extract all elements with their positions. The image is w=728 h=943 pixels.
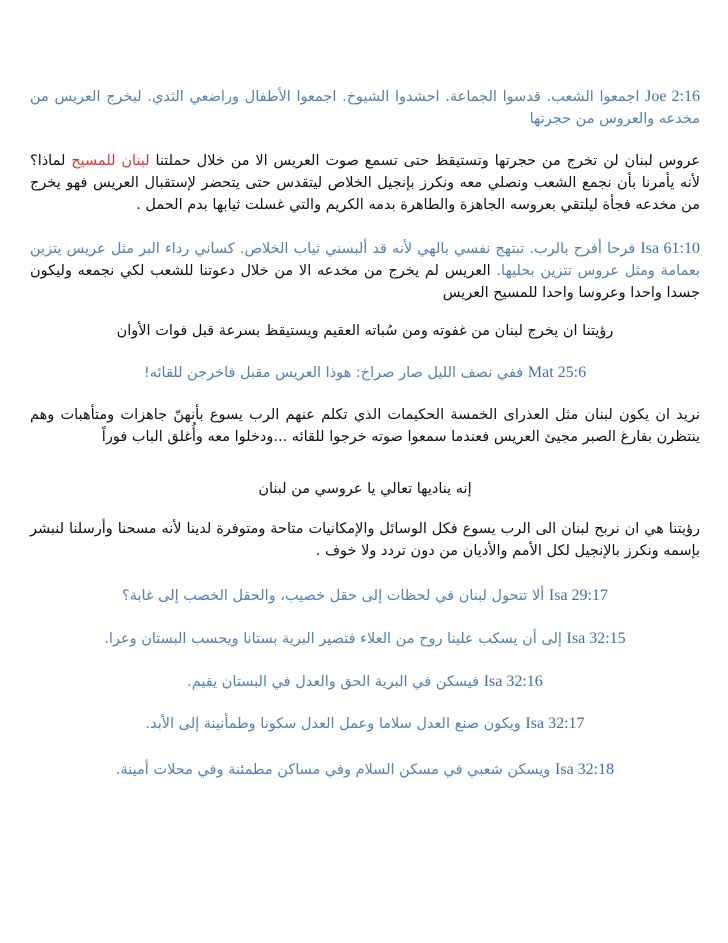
verse-text: إلى أن يسكب علينا روح من العلاء فتصير البرية بستانا ويحسب البستان وعرا. <box>104 631 562 647</box>
paragraph-bride-of-lebanon <box>30 150 700 216</box>
verse-reference: Mat 25:6 <box>527 364 587 381</box>
verse-text: فرحا أفرح بالرب. تبتهج نفسي بالهي لأنه قد ألبسني ثياب الخلاص. كساني رداء البر مثل عريس يتزين بعمامة ومثل عروس تتزين بحليها. <box>30 241 700 279</box>
paragraph-calling <box>30 478 700 500</box>
verse-text: اجمعوا الشعب. قدسوا الجماعة. احشدوا الشيوخ. اجمعوا الأطفال وراضعي الثدي. ليخرج العريس من مخدعه والعروس من حجرتها <box>30 89 700 127</box>
verse-reference: Isa 29:17 <box>548 587 608 604</box>
verse-reference: Joe 2:16 <box>645 88 700 105</box>
paragraph-text: نريد ان يكون لبنان مثل العذراى الخمسة الحكيمات الذي تكلم عنهم الرب يسوع بأنهنّ جاهزات ومتأهبات وهم ينتظرن بفارغ الصبر مجيئ العريس فعندما سمعوا صوته خرجوا للقائه ...ودخلوا معه وأُغلق الباب فوراً <box>30 407 700 445</box>
paragraph-text: رؤيتنا ان يخرج لبنان من غفوته ومن سُباته العقيم ويستيقظ بسرعة قبل فوات الأوان <box>116 323 614 339</box>
verse-reference: Isa 32:16 <box>483 673 543 690</box>
paragraph-text: إنه يناديها تعالي يا عروسي من لبنان <box>258 481 472 497</box>
verse-reference: Isa 32:18 <box>555 761 615 778</box>
verse-isaiah-29-17 <box>30 585 700 607</box>
campaign-name-highlight: لبنان للمسيح <box>71 153 150 169</box>
verse-matthew-25-6 <box>30 362 700 384</box>
vision-statement <box>30 320 700 342</box>
paragraph-our-vision <box>30 518 700 562</box>
verse-reference: Isa 32:17 <box>525 715 585 732</box>
verse-text: ويكون صنع العدل سلاما وعمل العدل سكونا وطمأنينة إلى الأبد. <box>145 716 521 732</box>
verse-joel-2-16 <box>30 86 700 130</box>
verse-text: ففي نصف الليل صار صراخ: هوذا العريس مقبل فاخرجن للقائه! <box>143 365 524 381</box>
verse-text: ألا تتحول لبنان في لحظات إلى حقل خصيب، والحقل الخصب إلى غابة؟ <box>122 588 545 604</box>
verse-isaiah-61-10 <box>30 238 700 304</box>
paragraph-wise-virgins <box>30 404 700 448</box>
verse-text: فيسكن في البرية الحق والعدل في البستان يقيم. <box>187 674 480 690</box>
verse-text: ويسكن شعبي في مسكن السلام وفي مساكن مطمئنة وفي محلات أمينة. <box>115 762 551 778</box>
verse-isaiah-32-16 <box>30 671 700 693</box>
paragraph-text: العريس لم يخرج من مخدعه الا من خلال دعوتنا للشعب لكي نجمعه وليكون جسدا واحدا وعروسا واحدا للمسيح العريس <box>30 263 700 301</box>
verse-isaiah-32-15 <box>30 628 700 650</box>
paragraph-text: رؤيتنا هي ان نربح لبنان الى الرب يسوع فكل الوسائل والإمكانيات متاحة ومتوفرة لدينا لأنه مسحنا وأرسلنا لنبشر بإسمه ونكرز بالإنجيل لكل الأمم والأديان من دون تردد ولا خوف . <box>30 521 700 559</box>
verse-reference: Isa 61:10 <box>640 240 700 257</box>
verse-isaiah-32-18 <box>30 759 700 781</box>
paragraph-text: عروس لبنان لن تخرج من حجرتها وتستيقظ حتى تسمع صوت العريس الا من خلال حملتنا <box>149 153 700 169</box>
paragraph-text: لماذا؟ لأنه يأمرنا بأن نجمع الشعب ونصلي معه ونكرز بإنجيل الخلاص ليتقدس حتى يتحضر لإستقبال العريس فهو يخرج من مخدعه فجأة ليلتقي بعروسه الجاهزة والطاهرة بدمه الكريم والتي غسلت ثيابها بدم الحمل . <box>30 153 700 213</box>
verse-isaiah-32-17 <box>30 713 700 735</box>
verse-reference: Isa 32:15 <box>566 630 626 647</box>
